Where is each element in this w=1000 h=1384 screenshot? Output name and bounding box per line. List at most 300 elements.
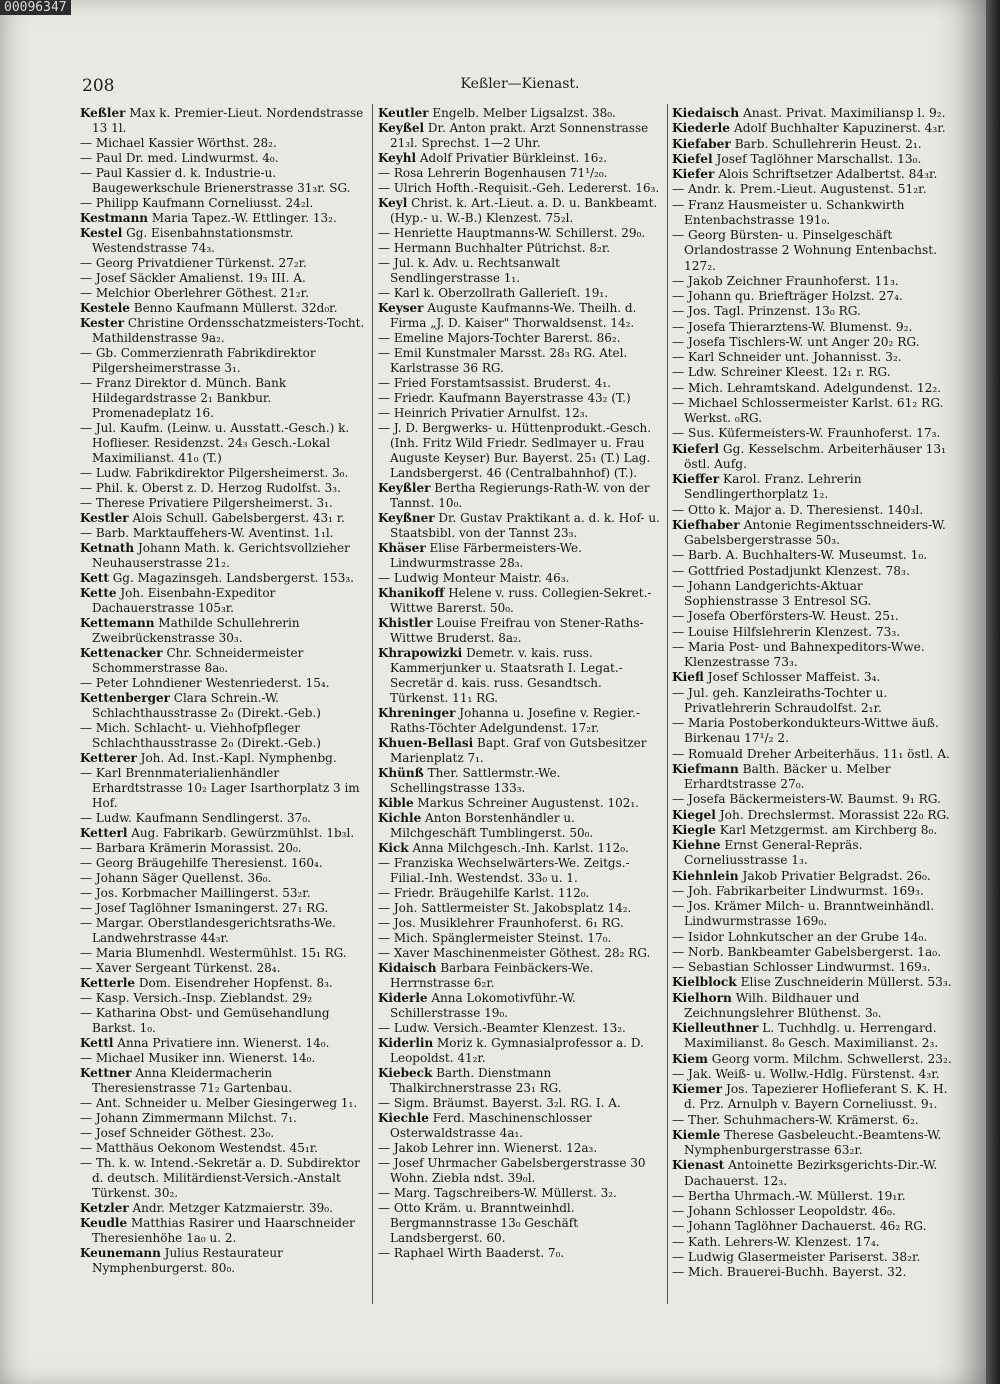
directory-entry	[672, 609, 956, 624]
entry-details: Matthias Rasirer und Haarschneider Theresienhöhe 1a₀ u. 2.	[92, 1216, 355, 1245]
entry-details: — Otto k. Major a. D. Theresienst. 140₃l.	[672, 502, 924, 517]
entry-surname: Keßler	[80, 106, 126, 120]
directory-entry	[672, 1021, 956, 1052]
entry-details: — Therese Privatiere Pilgersheimerst. 3₁.	[80, 496, 333, 510]
entry-details: Elise Zuschneiderin Müllerst. 53₃.	[740, 975, 952, 990]
entry-details: — Barb. Marktauffehers-W. Aventinst. 1₁l.	[80, 526, 334, 540]
directory-entry	[378, 1246, 662, 1261]
directory-entry	[378, 931, 662, 946]
entry-surname: Keyl	[378, 196, 408, 210]
directory-entry	[80, 1201, 366, 1216]
entry-details: Barth. Dienstmann Thalkirchnerstrasse 23₁ RG.	[390, 1066, 562, 1095]
directory-entry	[672, 884, 956, 899]
entry-details: — Norb. Bankbeamter Gabelsbergerst. 1a₀.	[672, 944, 942, 959]
directory-entry	[378, 841, 662, 856]
column-divider	[667, 104, 668, 1304]
entry-surname: Keyßner	[378, 511, 435, 525]
directory-entry	[378, 421, 662, 481]
entry-details: — Ther. Schuhmachers-W. Krämerst. 6₂.	[672, 1112, 919, 1127]
directory-entry	[378, 1141, 662, 1156]
entry-details: — Gottfried Postadjunkt Klenzest. 78₃.	[672, 563, 910, 578]
directory-entry	[80, 136, 366, 151]
entry-details: — Bertha Uhrmach.-W. Müllerst. 19₁r.	[672, 1188, 906, 1203]
directory-entry	[80, 1036, 366, 1051]
directory-entry	[672, 137, 956, 152]
column-divider	[372, 104, 373, 1304]
entry-details: Antoinette Bezirksgerichts-Dir.-W. Dachauerst. 12₃.	[684, 1158, 938, 1188]
entry-details: Johanna u. Josefine v. Regier.-Raths-Töchter Adelgundenst. 17₂r.	[390, 706, 640, 735]
entry-details: — Joh. Fabrikarbeiter Lindwurmst. 169₃.	[672, 883, 924, 898]
entry-details: — Karl Schneider unt. Johannisst. 3₂.	[672, 350, 902, 364]
entry-details: Josef Taglöhner Marschallst. 13₀.	[716, 151, 922, 166]
entry-details: — J. D. Bergwerks- u. Hüttenprodukt.-Gesch. (Inh. Fritz Wild Friedr. Sedlmayer u. Frau Auguste Keyser) Bur. Bayerst. 25₁ (T.) Lag. Landsbergerst. 46 (Centralbahnhof) (T.).	[378, 421, 652, 480]
directory-entry	[672, 579, 956, 610]
directory-entry	[80, 1111, 366, 1126]
directory-entry	[378, 571, 662, 586]
entry-surname: Keudle	[80, 1216, 128, 1230]
entry-details: Alois Schriftsetzer Adalbertst. 84₃r.	[718, 167, 938, 181]
directory-entry	[378, 196, 662, 226]
entry-surname: Kiefmann	[672, 761, 739, 776]
entry-details: Elise Färbermeisters-We. Lindwurmstrasse 28₃.	[390, 541, 582, 570]
entry-details: Christine Ordensschatzmeisters-Tocht. Mathildenstrasse 9a₂.	[92, 316, 365, 345]
entry-details: — Mich. Brauerei-Buchh. Bayerst. 32.	[672, 1265, 907, 1279]
entry-details: Joh. Ad. Inst.-Kapl. Nymphenbg.	[140, 751, 337, 765]
entry-surname: Keyhl	[378, 151, 417, 165]
directory-entry	[672, 930, 956, 945]
directory-entry	[80, 481, 366, 496]
directory-entry	[378, 511, 662, 541]
directory-entry	[80, 1156, 366, 1201]
directory-entry	[672, 1204, 956, 1219]
entry-details: Anast. Privat. Maximiliansp l. 9₂.	[743, 106, 946, 120]
directory-entry	[672, 1219, 956, 1234]
directory-entry	[378, 106, 662, 121]
directory-entry	[672, 686, 956, 717]
directory-entry	[80, 766, 366, 811]
entry-surname: Kiehne	[672, 838, 721, 852]
entry-surname: Kester	[80, 316, 125, 330]
archive-id: 00096347	[0, 0, 71, 15]
entry-surname: Kestler	[80, 511, 129, 525]
entry-surname: Keutler	[378, 106, 429, 120]
directory-entry	[80, 571, 366, 586]
directory-entry	[378, 121, 662, 151]
entry-details: Bapt. Graf von Gutsbesitzer Marienplatz 7₁.	[390, 736, 647, 765]
entry-surname: Kettemann	[80, 616, 155, 630]
entry-details: — Xaver Maschinenmeister Göthest. 28₂ RG.	[378, 946, 651, 960]
entry-surname: Kiederle	[672, 121, 731, 136]
directory-entry	[80, 316, 366, 346]
entry-surname: Ketnath	[80, 541, 135, 555]
directory-entry	[80, 691, 366, 721]
entry-surname: Kieferl	[672, 441, 720, 456]
directory-entry	[378, 406, 662, 421]
entry-surname: Kestele	[80, 301, 130, 315]
entry-details: — Marg. Tagschreibers-W. Müllerst. 3₂.	[378, 1186, 617, 1200]
directory-entry	[80, 886, 366, 901]
entry-details: — Peter Lohndiener Westenriederst. 15₄.	[80, 676, 330, 690]
entry-details: — Ldw. Schreiner Kleest. 12₁ r. RG.	[672, 365, 891, 380]
entry-surname: Kiemle	[672, 1127, 721, 1142]
entry-details: — Johann Taglöhner Dachauerst. 46₂ RG.	[672, 1219, 927, 1234]
entry-details: Anna Lokomotivführ.-W. Schillerstrasse 19₀.	[390, 991, 576, 1020]
entry-surname: Kestel	[80, 226, 123, 240]
entry-surname: Kienast	[672, 1158, 725, 1173]
entry-details: — Josef Schneider Göthest. 23₀.	[80, 1126, 275, 1140]
entry-surname: Kielblock	[672, 975, 737, 990]
entry-surname: Kiefaber	[672, 136, 731, 151]
entry-surname: Kettenberger	[80, 691, 170, 705]
directory-entry	[378, 1096, 662, 1111]
directory-entry	[378, 946, 662, 961]
entry-surname: Kiedaisch	[672, 106, 740, 120]
entry-details: Louise Freifrau von Stener-Raths-Wittwe Bruderst. 8a₂.	[390, 616, 644, 645]
page-number: 208	[82, 76, 115, 96]
directory-entry	[378, 646, 662, 706]
directory-entry	[80, 916, 366, 946]
directory-entry	[378, 766, 662, 796]
directory-entry	[672, 472, 956, 503]
directory-entry	[80, 856, 366, 871]
entry-details: — Emeline Majors-Tochter Barerst. 86₂.	[378, 331, 621, 345]
entry-surname: Kiegle	[672, 822, 716, 837]
directory-entry	[80, 751, 366, 766]
directory-entry	[672, 350, 956, 365]
entry-details: — Josefa Bäckermeisters-W. Baumst. 9₁ RG.	[672, 792, 941, 807]
entry-details: Karol. Franz. Lehrerin Sendlingerthorplatz 1₂.	[684, 472, 862, 502]
entry-surname: Ketterle	[80, 976, 136, 990]
entry-details: — Katharina Obst- und Gemüsehandlung Barkst. 1₀.	[80, 1006, 330, 1035]
entry-surname: Keunemann	[80, 1246, 161, 1260]
entry-surname: Khanikoff	[378, 586, 445, 600]
entry-details: — Georg Bräugehilfe Theresienst. 160₄.	[80, 856, 323, 870]
directory-entry	[378, 706, 662, 736]
entry-surname: Kettner	[80, 1066, 132, 1080]
entry-details: — Henriette Hauptmanns-W. Schillerst. 29₀.	[378, 226, 646, 240]
directory-entry	[378, 286, 662, 301]
entry-surname: Khreninger	[378, 706, 456, 720]
entry-details: Barbara Feinbäckers-We. Herrnstrasse 6₂r.	[390, 961, 594, 990]
directory-entry	[80, 826, 366, 841]
entry-details: — Ulrich Hofth.-Requisit.-Geh. Ledererst. 16₃.	[378, 181, 660, 195]
directory-entry	[80, 166, 366, 196]
directory-entry	[80, 346, 366, 376]
entry-details: — Jakob Zeichner Fraunhoferst. 11₃.	[672, 273, 899, 288]
entry-details: Joh. Drechslermst. Morassist 22₀ RG.	[719, 807, 950, 822]
directory-entry	[378, 856, 662, 886]
entry-details: Barb. Schullehrerin Heust. 2₁.	[734, 136, 922, 151]
directory-entry	[672, 182, 956, 197]
entry-details: Engelb. Melber Ligsalzst. 38₀.	[432, 106, 616, 120]
directory-entry	[80, 616, 366, 646]
entry-surname: Keyßler	[378, 481, 431, 495]
directory-entry	[378, 796, 662, 811]
entry-details: — Josefa Thierarztens-W. Blumenst. 9₂.	[672, 319, 913, 334]
entry-surname: Keyser	[378, 301, 424, 315]
entry-details: — Friedr. Kaufmann Bayerstrasse 43₂ (T.)	[378, 391, 631, 405]
entry-details: — Johann Schlosser Leopoldstr. 46₀.	[672, 1204, 896, 1218]
directory-entry	[672, 1235, 956, 1250]
entry-details: Gg. Eisenbahnstationsmstr. Westendstrasse 74₃.	[92, 226, 294, 255]
entry-details: — Johann Säger Quellenst. 36₀.	[80, 871, 272, 885]
directory-entry	[80, 271, 366, 286]
entry-details: Wilh. Bildhauer und Zeichnungslehrer Blüthenst. 3₀.	[684, 990, 882, 1020]
directory-entry	[80, 301, 366, 316]
entry-details: L. Tuchhdlg. u. Herrengard. Maximilianst. 8₀ Gesch. Maximilianst. 2₃.	[684, 1021, 939, 1051]
directory-entry	[80, 721, 366, 751]
entry-details: — Otto Kräm. u. Branntweinhdl. Bergmannstrasse 13₀ Geschäft Landsbergerst. 60.	[378, 1201, 579, 1245]
entry-details: — Maria Postoberkondukteurs-Wittwe äuß. Birkenau 17¹/₂ 2.	[672, 716, 939, 746]
entry-details: — Mich. Lehramtskand. Adelgundenst. 12₂.	[672, 380, 942, 395]
entry-details: Max k. Premier-Lieut. Nordendstrasse 13 1l.	[92, 106, 364, 135]
directory-entry	[672, 518, 956, 549]
entry-details: Gg. Kesselschm. Arbeiterhäuser 13₁ östl. Aufg.	[684, 441, 947, 471]
entry-details: — Th. k. w. Intend.-Sekretär a. D. Subdirektor d. deutsch. Militärdienst-Versich.-Anstalt Türkenst. 30₂.	[80, 1156, 360, 1200]
directory-entry	[80, 1096, 366, 1111]
entry-details: Therese Gasbeleucht.-Beamtens-W. Nymphenburgerstrasse 63₂r.	[684, 1127, 942, 1157]
directory-entry	[80, 466, 366, 481]
entry-details: — Ludw. Fabrikdirektor Pilgersheimerst. 3₀.	[80, 466, 349, 480]
directory-entry	[378, 331, 662, 346]
directory-entry	[80, 676, 366, 691]
directory-entry	[672, 945, 956, 960]
entry-details: Ferd. Maschinenschlosser Osterwaldstrasse 4a₁.	[390, 1111, 592, 1140]
entry-details: — Jul. Kaufm. (Leinw. u. Ausstatt.-Gesch.) k. Hoflieser. Residenzst. 24₃ Gesch.-Lokal Maximilianst. 41₀ (T.)	[80, 421, 350, 465]
directory-entry	[80, 811, 366, 826]
directory-entry	[672, 670, 956, 685]
entry-surname: Kiderlin	[378, 1036, 434, 1050]
directory-entry	[672, 121, 956, 136]
directory-entry	[378, 961, 662, 991]
entry-details: Anna Milchgesch.-Inh. Karlst. 112₀.	[412, 841, 629, 855]
directory-entry	[378, 181, 662, 196]
entry-surname: Khäser	[378, 541, 426, 555]
directory-entry	[672, 396, 956, 427]
directory-entry	[672, 198, 956, 229]
directory-entry	[378, 541, 662, 571]
directory-entry	[672, 289, 956, 304]
entry-surname: Kett	[80, 571, 109, 585]
entry-details: — Gb. Commerzienrath Fabrikdirektor Pilgersheimerstrasse 3₁.	[80, 346, 316, 375]
entry-details: — Josefa Oberförsters-W. Heust. 25₁.	[672, 609, 899, 624]
directory-entry	[672, 960, 956, 975]
directory-entry	[672, 640, 956, 671]
entry-details: — Karl k. Oberzollrath Gallerieſt. 19₁.	[378, 286, 609, 300]
entry-details: — Mich. Spänglermeister Steinst. 17₀.	[378, 931, 612, 945]
entry-details: — Josefa Tischlers-W. unt Anger 20₂ RG.	[672, 334, 920, 349]
entry-surname: Ketzler	[80, 1201, 129, 1215]
entry-details: Mathilde Schullehrerin Zweibrückenstrasse 30₃.	[92, 616, 300, 645]
entry-details: — Fried Forstamtsassist. Bruderst. 4₁.	[378, 376, 612, 390]
entry-details: — Karl Brennmaterialienhändler Erhardtstrasse 10₂ Lager Isarthorplatz 3 im Hof.	[80, 766, 360, 810]
directory-entry	[672, 152, 956, 167]
entry-details: Balth. Bäcker u. Melber Erhardtstrasse 27₀.	[684, 761, 891, 791]
entry-details: Aug. Fabrikarb. Gewürzmühlst. 1b₃l.	[131, 826, 355, 840]
entry-details: Andr. Metzger Katzmaierstr. 39₀.	[132, 1201, 333, 1215]
directory-entry	[378, 1021, 662, 1036]
directory-entry	[378, 166, 662, 181]
directory-entry	[378, 1156, 662, 1186]
entry-surname: Kettl	[80, 1036, 114, 1050]
directory-entry	[80, 991, 366, 1006]
directory-entry	[80, 286, 366, 301]
directory-entry	[80, 1066, 366, 1096]
entry-details: — Josef Taglöhner Ismaningerst. 27₁ RG.	[80, 901, 329, 915]
directory-entry	[672, 426, 956, 441]
directory-entry	[378, 901, 662, 916]
entry-details: Johann Math. k. Gerichtsvollzieher Neuhauserstrasse 21₂.	[92, 541, 350, 570]
directory-entry	[672, 228, 956, 274]
directory-entry	[80, 871, 366, 886]
entry-details: Gg. Magazinsgeh. Landsbergerst. 153₃.	[112, 571, 354, 585]
entry-surname: Khrapowizki	[378, 646, 463, 660]
entry-details: — Rosa Lehrerin Bogenhausen 71¹/₂₀.	[378, 166, 608, 180]
entry-details: Alois Schull. Gabelsbergerst. 43₁ r.	[132, 511, 345, 525]
entry-details: — Jul. geh. Kanzleiraths-Tochter u. Privatlehrerin Schraudolfst. 2₁r.	[672, 685, 888, 715]
directory-entry	[378, 226, 662, 241]
directory-entry	[672, 365, 956, 380]
directory-entry	[80, 1126, 366, 1141]
entry-details: Josef Schlosser Maffeist. 3₄.	[707, 670, 881, 685]
directory-entry	[672, 808, 956, 823]
directory-entry	[672, 823, 956, 838]
directory-entry	[672, 792, 956, 807]
entry-surname: Kestmann	[80, 211, 149, 225]
entry-surname: Khünß	[378, 766, 424, 780]
running-head: Keßler—Kienast.	[460, 76, 580, 92]
directory-entry	[672, 1082, 956, 1113]
entry-details: — Sus. Küfermeisters-W. Fraunhoferst. 17₃.	[672, 426, 941, 441]
directory-entry	[672, 320, 956, 335]
entry-surname: Kiehnlein	[672, 868, 739, 883]
entry-details: — Ludw. Kaufmann Sendlingerst. 37₀.	[80, 811, 311, 825]
directory-entry	[378, 391, 662, 406]
entry-details: — Andr. k. Prem.-Lieut. Augustenst. 51₂r.	[672, 182, 927, 197]
directory-entry	[378, 376, 662, 391]
entry-surname: Kettenacker	[80, 646, 163, 660]
column-3	[672, 106, 956, 1286]
entry-details: — Jos. Krämer Milch- u. Branntweinhändl. Lindwurmstrasse 169₀.	[672, 899, 935, 929]
entry-surname: Ketterer	[80, 751, 137, 765]
directory-entry	[672, 1128, 956, 1159]
directory-entry	[80, 841, 366, 856]
entry-details: — Johann Zimmermann Milchst. 7₁.	[80, 1111, 297, 1125]
entry-details: Benno Kaufmann Müllerst. 32d₀r.	[133, 301, 338, 315]
directory-entry	[80, 376, 366, 421]
directory-entry	[378, 886, 662, 901]
directory-entry	[80, 1006, 366, 1036]
entry-details: — Sebastian Schlosser Lindwurmst. 169₃.	[672, 960, 931, 974]
directory-entry	[80, 586, 366, 616]
entry-details: Auguste Kaufmanns-We. Theilh. d. Firma „J. D. Kaiser" Thorwaldsenst. 14₂.	[390, 301, 637, 330]
directory-entry	[672, 869, 956, 884]
page-edge-shadow	[986, 0, 1000, 1384]
directory-entry	[80, 1216, 366, 1246]
directory-entry	[378, 256, 662, 286]
directory-entry	[80, 1246, 366, 1276]
entry-surname: Kiemer	[672, 1082, 723, 1096]
entry-surname: Kick	[378, 841, 409, 855]
directory-entry	[80, 1141, 366, 1156]
directory-entry	[80, 646, 366, 676]
directory-entry	[378, 1186, 662, 1201]
directory-entry	[672, 1250, 956, 1265]
directory-entry	[672, 991, 956, 1022]
directory-entry	[672, 304, 956, 319]
entry-details: — Ludwig Glasermeister Pariserst. 38₂r.	[672, 1249, 921, 1264]
entry-surname: Kiem	[672, 1051, 708, 1066]
entry-details: — Louise Hilfslehrerin Klenzest. 73₃.	[672, 624, 901, 639]
entry-details: — Jak. Weiß- u. Wollw.-Hdlg. Fürstenst. 4₃r.	[672, 1066, 940, 1081]
entry-surname: Khistler	[378, 616, 433, 630]
entry-details: Joh. Eisenbahn-Expeditor Dachauerstrasse 105₃r.	[92, 586, 276, 615]
entry-details: — Xaver Sergeant Türkenst. 28₄.	[80, 961, 281, 975]
directory-entry	[672, 503, 956, 518]
entry-details: — Matthäus Oekonom Westendst. 45₁r.	[80, 1141, 318, 1155]
entry-surname: Kiechle	[378, 1111, 429, 1125]
directory-entry	[378, 151, 662, 166]
directory-entry	[80, 496, 366, 511]
entry-details: — Johann Landgerichts-Aktuar Sophienstrasse 3 Entresol SG.	[672, 578, 872, 608]
directory-entry	[378, 1111, 662, 1141]
directory-entry	[672, 1265, 956, 1280]
entry-details: Moriz k. Gymnasialprofessor a. D. Leopoldst. 41₂r.	[390, 1036, 644, 1065]
directory-entry	[672, 625, 956, 640]
entry-details: — Raphael Wirth Baaderst. 7₀.	[378, 1246, 565, 1260]
entry-details: Dr. Anton prakt. Arzt Sonnenstrasse 21₃l. Sprechst. 1—2 Uhr.	[390, 121, 649, 150]
directory-entry	[672, 899, 956, 930]
directory-entry	[378, 346, 662, 376]
directory-entry	[378, 616, 662, 646]
directory-entry	[672, 564, 956, 579]
entry-details: — Margar. Oberstlandesgerichtsraths-We. Landwehrstrasse 44₃r.	[80, 916, 336, 945]
entry-surname: Ketterl	[80, 826, 128, 840]
entry-details: Clara Schrein.-W. Schlachthausstrasse 2₀ (Direkt.-Geb.)	[92, 691, 321, 720]
directory-entry	[80, 976, 366, 991]
entry-details: — Josef Säckler Amalienst. 19₃ III. A.	[80, 271, 306, 285]
entry-details: — Maria Blumenhdl. Westermühlst. 15₁ RG.	[80, 946, 347, 960]
directory-entry	[672, 1067, 956, 1082]
entry-details: Maria Tapez.-W. Ettlinger. 13₂.	[151, 211, 337, 225]
entry-surname: Kielhorn	[672, 990, 732, 1005]
directory-entry	[672, 442, 956, 473]
entry-details: — Hermann Buchhalter Pütrichst. 8₂r.	[378, 241, 611, 255]
directory-entry	[672, 274, 956, 289]
entry-details: — Philipp Kaufmann Corneliusst. 24₂l.	[80, 196, 314, 210]
entry-details: — Emil Kunstmaler Marsst. 28₃ RG. Atel. Karlstrasse 36 RG.	[378, 346, 628, 375]
entry-surname: Kiefer	[672, 167, 715, 181]
directory-entry	[672, 548, 956, 563]
directory-entry	[80, 541, 366, 571]
entry-details: — Sigm. Bräumst. Bayerst. 3₂l. RG. I. A.	[378, 1096, 621, 1110]
entry-surname: Kiefhaber	[672, 517, 740, 532]
entry-surname: Kiebeck	[378, 1066, 433, 1080]
entry-details: — Jos. Korbmacher Maillingerst. 53₂r.	[80, 886, 311, 900]
entry-details: — Michael Schlossermeister Karlst. 61₂ RG. Werkst. ₀RG.	[672, 395, 944, 425]
entry-details: — Paul Dr. med. Lindwurmst. 4₀.	[80, 151, 279, 165]
entry-surname: Keyßel	[378, 121, 425, 135]
directory-entry	[672, 716, 956, 747]
entry-details: — Kasp. Versich.-Insp. Zieblandst. 29₂	[80, 991, 313, 1005]
entry-surname: Kette	[80, 586, 117, 600]
directory-entry	[378, 1066, 662, 1096]
entry-details: — Jakob Lehrer inn. Wienerst. 12a₃.	[378, 1141, 598, 1155]
entry-details: — Friedr. Bräugehilfe Karlst. 112₀.	[378, 886, 590, 900]
entry-details: — Michael Kassier Wörthst. 28₂.	[80, 136, 277, 150]
directory-entry	[80, 526, 366, 541]
entry-details: Ther. Sattlermstr.-We. Schellingstrasse 133₃.	[390, 766, 561, 795]
